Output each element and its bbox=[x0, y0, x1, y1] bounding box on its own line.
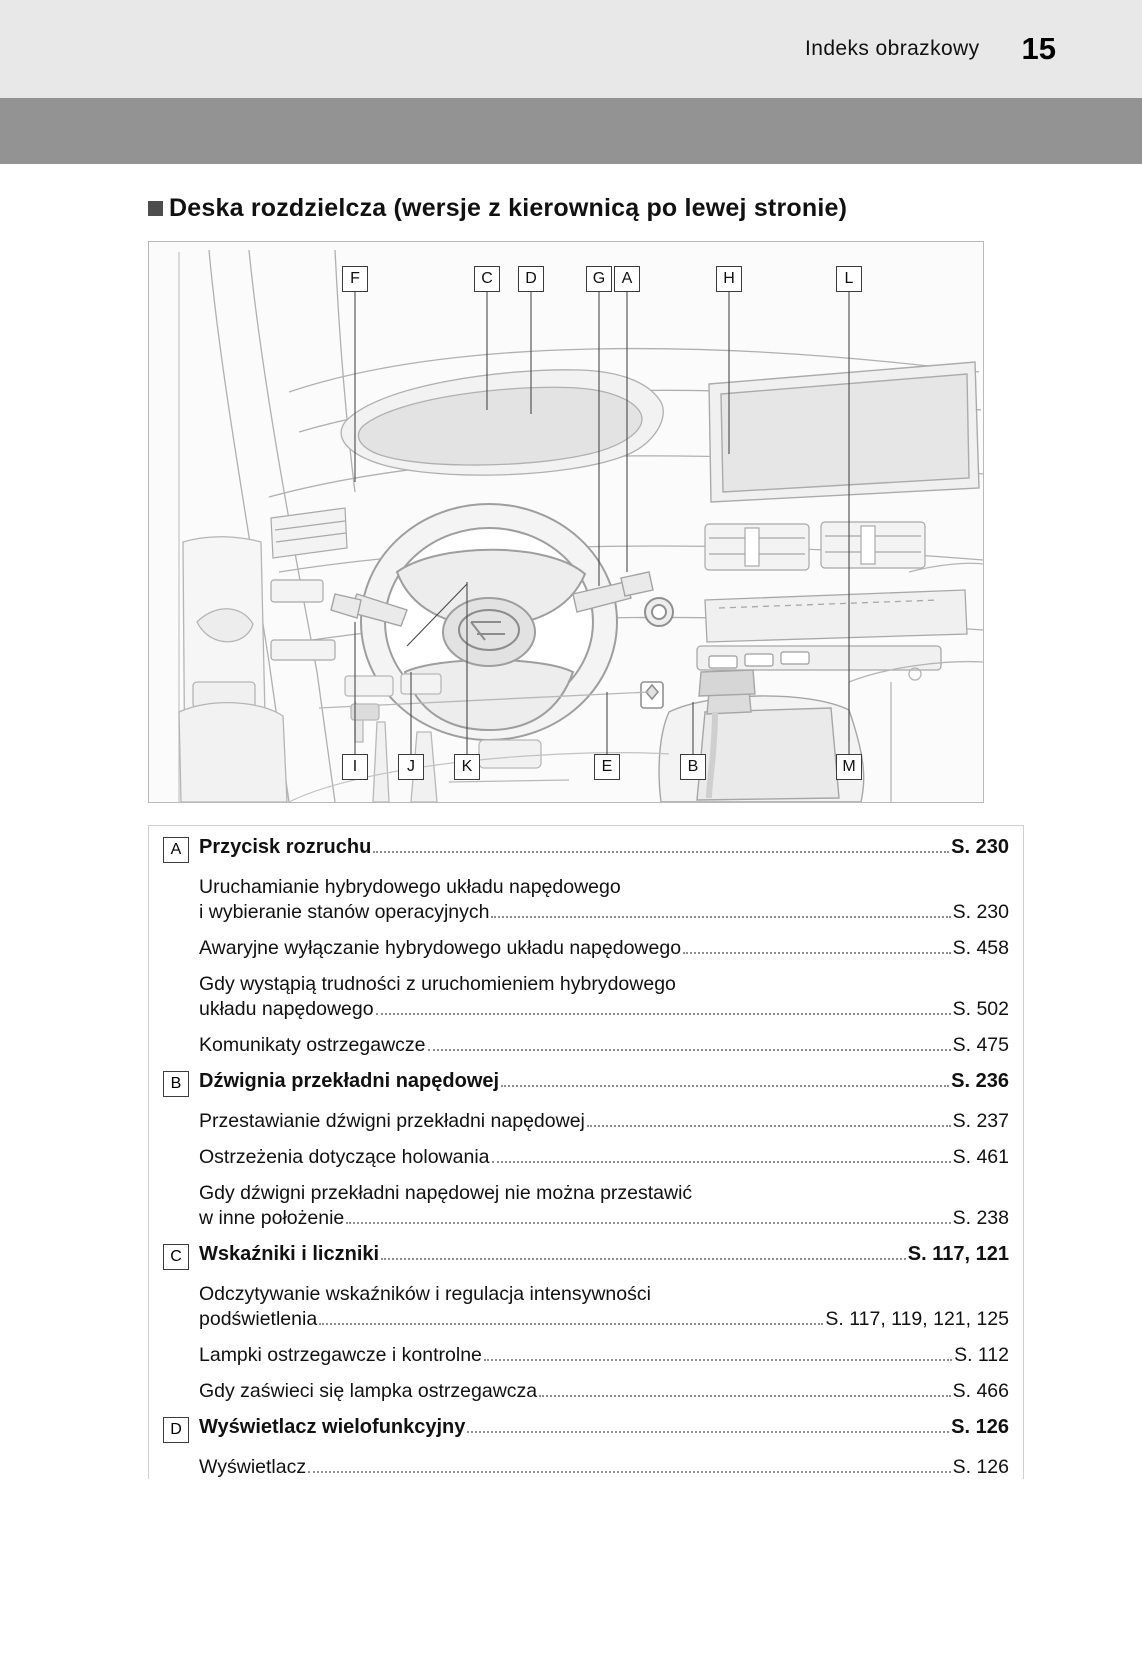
entry-page-ref: S. 230 bbox=[951, 836, 1009, 858]
index-entry-list bbox=[148, 825, 1024, 1479]
subentry-title: w inne położenie bbox=[199, 1207, 345, 1229]
entry-badge-A: A bbox=[163, 837, 189, 863]
entry-badge-D: D bbox=[163, 1417, 189, 1443]
callout-C: C bbox=[474, 266, 500, 292]
callout-L: L bbox=[836, 266, 862, 292]
index-subentry-A-4[interactable] bbox=[199, 1034, 1009, 1057]
subentry-wrap-line: Gdy dźwigni przekładni napędowej nie można przestawić bbox=[199, 1182, 693, 1204]
entry-page-ref: S. 236 bbox=[951, 1070, 1009, 1092]
index-subentry-B-1[interactable] bbox=[199, 1110, 1009, 1133]
callout-H: H bbox=[716, 266, 742, 292]
subentry-title: Wyświetlacz bbox=[199, 1456, 307, 1478]
callout-F: F bbox=[342, 266, 368, 292]
callout-A: A bbox=[614, 266, 640, 292]
subentry-title: układu napędowego bbox=[199, 998, 374, 1020]
square-bullet-icon bbox=[148, 201, 163, 216]
index-subentry-A-1[interactable] bbox=[199, 876, 1009, 924]
page-header-title: Indeks obrazkowy bbox=[805, 37, 980, 60]
subentry-title: i wybieranie stanów operacyjnych bbox=[199, 901, 490, 923]
index-subentry-C-1[interactable] bbox=[199, 1283, 1009, 1331]
entry-title: Wskaźniki i liczniki bbox=[199, 1243, 380, 1265]
subentry-wrap-line: Odczytywanie wskaźników i regulacja intensywności bbox=[199, 1283, 651, 1305]
subentry-page-ref: S. 230 bbox=[952, 901, 1009, 923]
index-subentry-D-1[interactable] bbox=[199, 1456, 1009, 1479]
subentry-page-ref: S. 238 bbox=[952, 1207, 1009, 1229]
subentry-page-ref: S. 126 bbox=[952, 1456, 1009, 1478]
index-subentry-B-3[interactable] bbox=[199, 1182, 1009, 1230]
dot-leader bbox=[381, 1258, 906, 1260]
dot-leader bbox=[467, 1431, 949, 1433]
dot-leader bbox=[319, 1323, 823, 1325]
dot-leader bbox=[491, 916, 950, 918]
subentry-title: Przestawianie dźwigni przekładni napędowej bbox=[199, 1110, 585, 1132]
entry-page-ref: S. 117, 121 bbox=[907, 1243, 1009, 1265]
page-header bbox=[0, 0, 1142, 98]
subentry-title: Gdy zaświeci się lampka ostrzegawcza bbox=[199, 1380, 538, 1402]
subentry-page-ref: S. 112 bbox=[954, 1344, 1009, 1366]
callout-J: J bbox=[398, 754, 424, 780]
index-entry-A bbox=[163, 836, 1009, 863]
entry-title: Wyświetlacz wielofunkcyjny bbox=[199, 1416, 466, 1438]
subentry-wrap-line: Gdy wystąpią trudności z uruchomieniem hybrydowego bbox=[199, 973, 676, 995]
section-title: Deska rozdzielcza (wersje z kierownicą po lewej stronie) bbox=[169, 194, 848, 222]
callout-M: M bbox=[836, 754, 862, 780]
dot-leader bbox=[484, 1359, 952, 1361]
entry-main-row-D[interactable] bbox=[199, 1416, 1009, 1439]
subentry-title: podświetlenia bbox=[199, 1308, 318, 1330]
index-subentry-B-2[interactable] bbox=[199, 1146, 1009, 1169]
index-subentry-C-3[interactable] bbox=[199, 1380, 1009, 1403]
page-content bbox=[0, 194, 1142, 1479]
dot-leader bbox=[501, 1085, 949, 1087]
subentry-page-ref: S. 502 bbox=[952, 998, 1009, 1020]
subentry-page-ref: S. 458 bbox=[952, 937, 1009, 959]
index-subentry-A-2[interactable] bbox=[199, 937, 1009, 960]
dot-leader bbox=[587, 1125, 951, 1127]
subentry-page-ref: S. 466 bbox=[952, 1380, 1009, 1402]
dot-leader bbox=[492, 1161, 951, 1163]
index-subentry-C-2[interactable] bbox=[199, 1344, 1009, 1367]
entry-main-row-A[interactable] bbox=[199, 836, 1009, 859]
subentry-title: Komunikaty ostrzegawcze bbox=[199, 1034, 426, 1056]
subentry-page-ref: S. 461 bbox=[952, 1146, 1009, 1168]
entry-title: Przycisk rozruchu bbox=[199, 836, 372, 858]
callout-I: I bbox=[342, 754, 368, 780]
entry-badge-B: B bbox=[163, 1071, 189, 1097]
callout-D: D bbox=[518, 266, 544, 292]
dot-leader bbox=[683, 952, 951, 954]
entry-main-row-B[interactable] bbox=[199, 1070, 1009, 1093]
entry-main-row-C[interactable] bbox=[199, 1243, 1009, 1266]
entry-page-ref: S. 126 bbox=[951, 1416, 1009, 1438]
dot-leader bbox=[539, 1395, 950, 1397]
entry-title: Dźwignia przekładni napędowej bbox=[199, 1070, 500, 1092]
dot-leader bbox=[346, 1222, 950, 1224]
dot-leader bbox=[373, 851, 949, 853]
subentry-title: Lampki ostrzegawcze i kontrolne bbox=[199, 1344, 482, 1366]
dashboard-drawing bbox=[149, 242, 984, 803]
page-number: 15 bbox=[1021, 31, 1056, 66]
index-entry-B bbox=[163, 1070, 1009, 1097]
callout-G: G bbox=[586, 266, 612, 292]
callout-E: E bbox=[594, 754, 620, 780]
dot-leader bbox=[376, 1013, 951, 1015]
callout-B: B bbox=[680, 754, 706, 780]
dot-leader bbox=[428, 1049, 951, 1051]
subentry-page-ref: S. 237 bbox=[952, 1110, 1009, 1132]
subentry-title: Awaryjne wyłączanie hybrydowego układu napędowego bbox=[199, 937, 682, 959]
subentry-title: Ostrzeżenia dotyczące holowania bbox=[199, 1146, 490, 1168]
index-subentry-A-3[interactable] bbox=[199, 973, 1009, 1021]
subentry-wrap-line: Uruchamianie hybrydowego układu napędowego bbox=[199, 876, 621, 898]
dashboard-illustration bbox=[148, 241, 984, 803]
entry-badge-C: C bbox=[163, 1244, 189, 1270]
section-heading bbox=[148, 194, 1024, 223]
subentry-page-ref: S. 475 bbox=[952, 1034, 1009, 1056]
index-entry-D bbox=[163, 1416, 1009, 1443]
callout-K: K bbox=[454, 754, 480, 780]
index-entry-C bbox=[163, 1243, 1009, 1270]
header-gray-band bbox=[0, 98, 1142, 164]
subentry-page-ref: S. 117, 119, 121, 125 bbox=[825, 1308, 1009, 1330]
dot-leader bbox=[308, 1471, 951, 1473]
